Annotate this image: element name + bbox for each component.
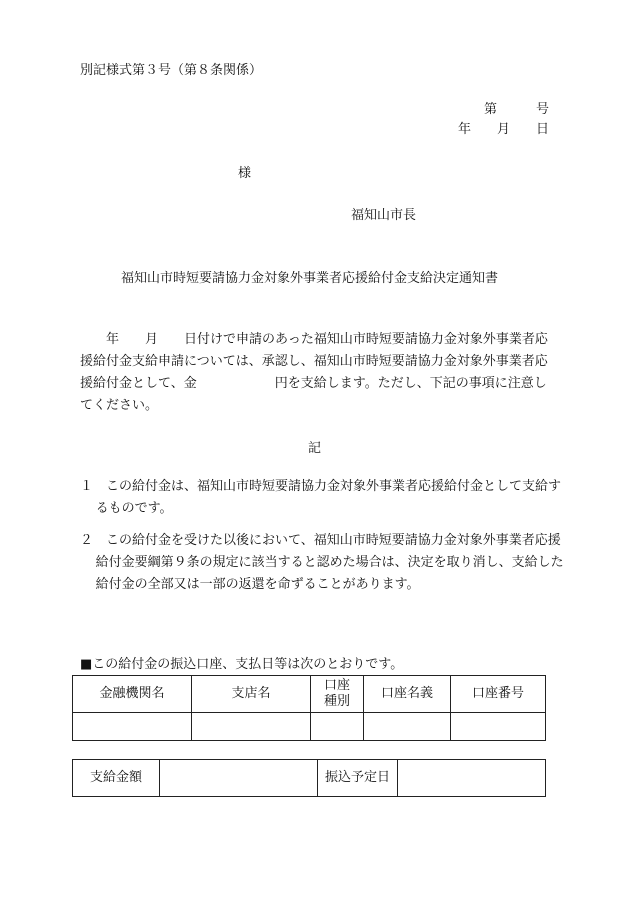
item-2: ２ この給付金を受けた以後において、福知山市時短要請協力金対象外事業者応援給付金要綱第９条の規定に該当すると認めた場合は、決定を取り消し、支給した給付金の全部又は一部の返還を命ずることがあります。 (80, 533, 564, 592)
header-bank-name: 金融機関名 (73, 676, 192, 713)
branch-name-cell (192, 713, 311, 741)
bank-note: ■この給付金の振込口座、支払日等は次のとおりです。 (80, 657, 404, 672)
bank-name-cell (73, 713, 192, 741)
addressee: 様 (238, 166, 252, 181)
payment-table (72, 759, 546, 797)
form-number: 別記様式第３号（第８条関係） (80, 63, 263, 78)
issue-date: 年 月 日 (458, 122, 550, 137)
account-type-cell (311, 713, 364, 741)
header-branch-name: 支店名 (192, 676, 311, 713)
ki-heading: 記 (308, 441, 322, 456)
transfer-date-label: 振込予定日 (318, 760, 398, 797)
header-account-type: 口座種別 (311, 676, 364, 713)
amount-cell (160, 760, 318, 797)
document-title: 福知山市時短要請協力金対象外事業者応援給付金支給決定通知書 (121, 271, 499, 286)
account-number-cell (451, 713, 546, 741)
body-text: 年 月 日付けで申請のあった福知山市時短要請協力金対象外事業者応援給付金支給申請については、承認し、福知山市時短要請協力金対象外事業者応援給付金として、金 円を支給します。ただし、下記の事項に注意してください。 (80, 332, 548, 413)
header-account-holder: 口座名義 (364, 676, 451, 713)
bank-account-table (72, 675, 546, 741)
transfer-date-cell (398, 760, 546, 797)
issuer: 福知山市長 (351, 208, 417, 223)
account-holder-cell (364, 713, 451, 741)
document-number: 第 号 (484, 102, 550, 117)
amount-label: 支給金額 (73, 760, 160, 797)
header-account-number: 口座番号 (451, 676, 546, 713)
item-1: １ この給付金は、福知山市時短要請協力金対象外事業者応援給付金として支給するものです。 (80, 479, 562, 516)
